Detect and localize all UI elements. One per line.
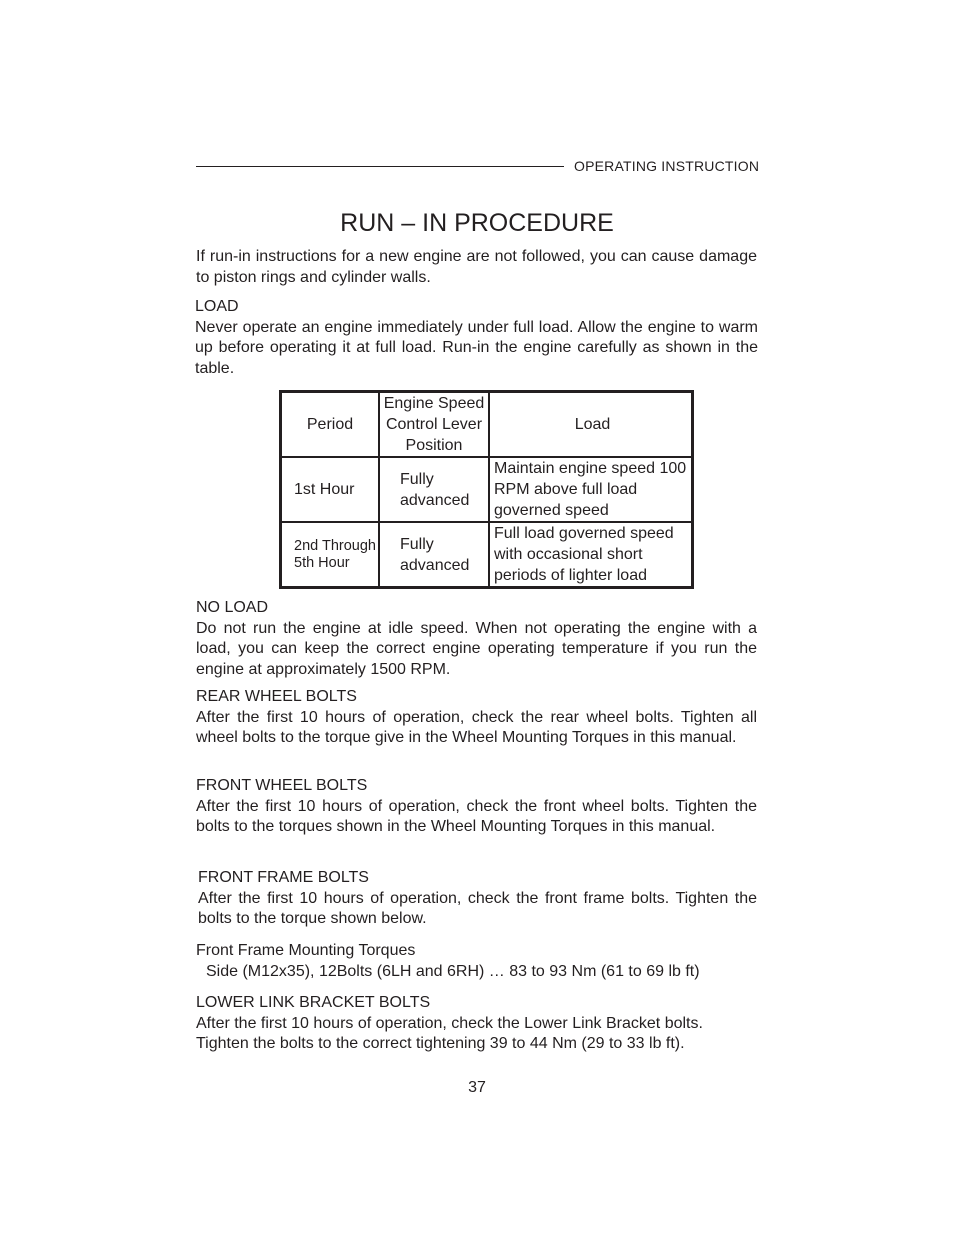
section-header: OPERATING INSTRUCTION <box>574 158 760 174</box>
rear-wheel-text: After the first 10 hours of operation, check the rear wheel bolts. Tighten all wheel bolts to the torque give in the Wheel Mounting Torques in this manual. <box>196 708 757 746</box>
front-wheel-heading: FRONT WHEEL BOLTS <box>196 777 368 794</box>
no-load-text: Do not run the engine at idle speed. When not operating the engine with a load, you can keep the correct engine operating temperature if you run the engine at approximately 1500 RPM. <box>196 619 757 678</box>
front-frame-section <box>198 868 757 930</box>
torques-heading: Front Frame Mounting Torques <box>196 942 416 959</box>
load-text: Never operate an engine immediately under full load. Allow the engine to warm up before operating it at full load. Run-in the engine carefully as shown in the table. <box>195 318 758 377</box>
front-frame-text: After the first 10 hours of operation, check the front frame bolts. Tighten the bolts to the torque shown below. <box>198 889 757 927</box>
table-cell-load: Maintain engine speed 100 RPM above full load governed speed <box>489 457 693 522</box>
table-header-lever-position: Engine Speed Control Lever Position <box>379 392 489 458</box>
no-load-section <box>196 598 757 680</box>
table-cell-period: 2nd Through 5th Hour <box>281 522 380 588</box>
table-row <box>281 522 693 588</box>
load-heading: LOAD <box>195 298 239 315</box>
intro-section <box>196 247 757 288</box>
lower-link-heading: LOWER LINK BRACKET BOLTS <box>196 994 431 1011</box>
page-title: RUN – IN PROCEDURE <box>340 209 614 237</box>
intro-text: If run-in instructions for a new engine are not followed, you can cause damage to piston rings and cylinder walls. <box>196 248 757 286</box>
header-rule <box>196 166 564 167</box>
torques-line: Side (M12x35), 12Bolts (6LH and 6RH) … 83 to 93 Nm (61 to 69 lb ft) <box>206 962 700 980</box>
front-frame-heading: FRONT FRAME BOLTS <box>198 869 369 886</box>
table-header-row <box>281 392 693 458</box>
lower-link-section <box>196 993 757 1055</box>
load-section <box>195 297 758 379</box>
table-cell-load: Full load governed speed with occasional short periods of lighter load <box>489 522 693 588</box>
rear-wheel-heading: REAR WHEEL BOLTS <box>196 688 357 705</box>
page-number: 37 <box>468 1079 486 1096</box>
table-cell-lever-position: Fully advanced <box>379 457 489 522</box>
no-load-heading: NO LOAD <box>196 599 269 616</box>
front-wheel-section <box>196 776 757 838</box>
front-wheel-text: After the first 10 hours of operation, check the front wheel bolts. Tighten the bolts to the torques shown in the Wheel Mounting Torques in this manual. <box>196 797 757 835</box>
table-cell-period: 1st Hour <box>281 457 380 522</box>
table-row <box>281 457 693 522</box>
lower-link-text: After the first 10 hours of operation, check the Lower Link Bracket bolts. Tighten the bolts to the correct tightening 39 to 44 Nm (29 to 33 lb ft). <box>196 1014 703 1052</box>
table-cell-lever-position: Fully advanced <box>379 522 489 588</box>
rear-wheel-section <box>196 687 757 749</box>
table-header-period: Period <box>281 392 380 458</box>
run-in-table <box>279 390 694 589</box>
torques-section <box>196 941 757 982</box>
table-header-load: Load <box>489 392 693 458</box>
